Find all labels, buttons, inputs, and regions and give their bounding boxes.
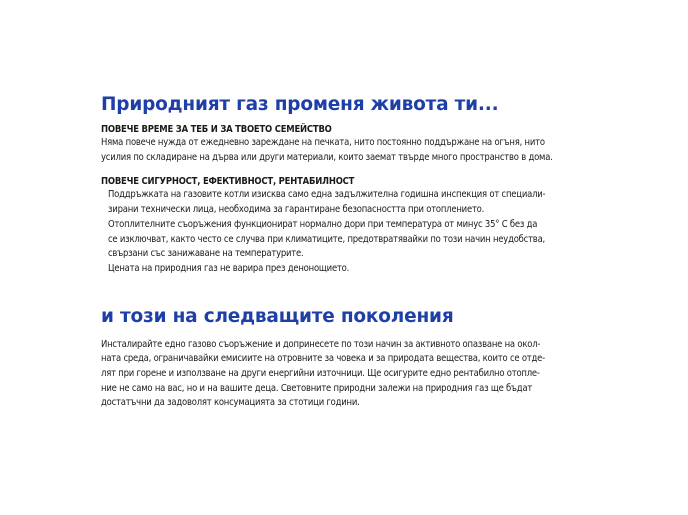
- paragraph-line: усилия по складиране на дърва или други материали, които заемат твърде много пространство в дома.: [101, 151, 553, 163]
- section-2-title: ПОВЕЧЕ СИГУРНОСТ, ЕФЕКТИВНОСТ, РЕНТАБИЛНОСТ: [101, 176, 355, 188]
- second-heading: и този на следващите поколения: [101, 305, 454, 327]
- paragraph-line: Инсталирайте едно газово съоръжение и допринесете по този начин за активното опазване на окол-: [101, 338, 541, 350]
- paragraph-line: ние не само на вас, но и на вашите деца. Световните природни залежи на природния газ ще бъдат: [101, 382, 533, 394]
- paragraph-line: лят при горене и използване на други енергийни източници. Ще осигурите едно рентабилно отопле-: [101, 368, 540, 380]
- paragraph-line: се изключват, както често се случва при климатиците, предотвратявайки по този начин неудобства,: [108, 233, 546, 245]
- paragraph-line: свързани със занижаване на температурите.: [108, 248, 304, 260]
- paragraph-line: Цената на природния газ не варира през денонощието.: [108, 262, 350, 274]
- paragraph-line: достатъчни да задоволят консумацията за стотици години.: [101, 397, 360, 409]
- main-heading: Природният газ променя живота ти...: [101, 94, 499, 115]
- paragraph-line: Отоплителните съоръжения функционират нормално дори при температура от минус 35° С без да: [108, 218, 538, 230]
- section-1-title: ПОВЕЧЕ ВРЕМЕ ЗА ТЕБ И ЗА ТВОЕТО СЕМЕЙСТВО: [101, 124, 332, 135]
- section-2-paragraph: [101, 188, 586, 276]
- paragraph-line: ната среда, ограничавайки емисиите на отровните за човека и за природата вещества, които се отде-: [101, 353, 545, 365]
- paragraph-line: Няма повече нужда от ежедневно зареждане на печката, нито постоянно поддържане на огъня, нито: [101, 137, 545, 148]
- document-page: [101, 90, 586, 411]
- section-3-paragraph: [101, 338, 586, 412]
- paragraph-line: Поддръжката на газовите котли изисква само една задължителна годишна инспекция от специали-: [108, 189, 546, 201]
- section-1-paragraph: [101, 136, 586, 165]
- paragraph-line: зирани технически лица, необходима за гарантиране безопасността при отоплението.: [108, 204, 485, 216]
